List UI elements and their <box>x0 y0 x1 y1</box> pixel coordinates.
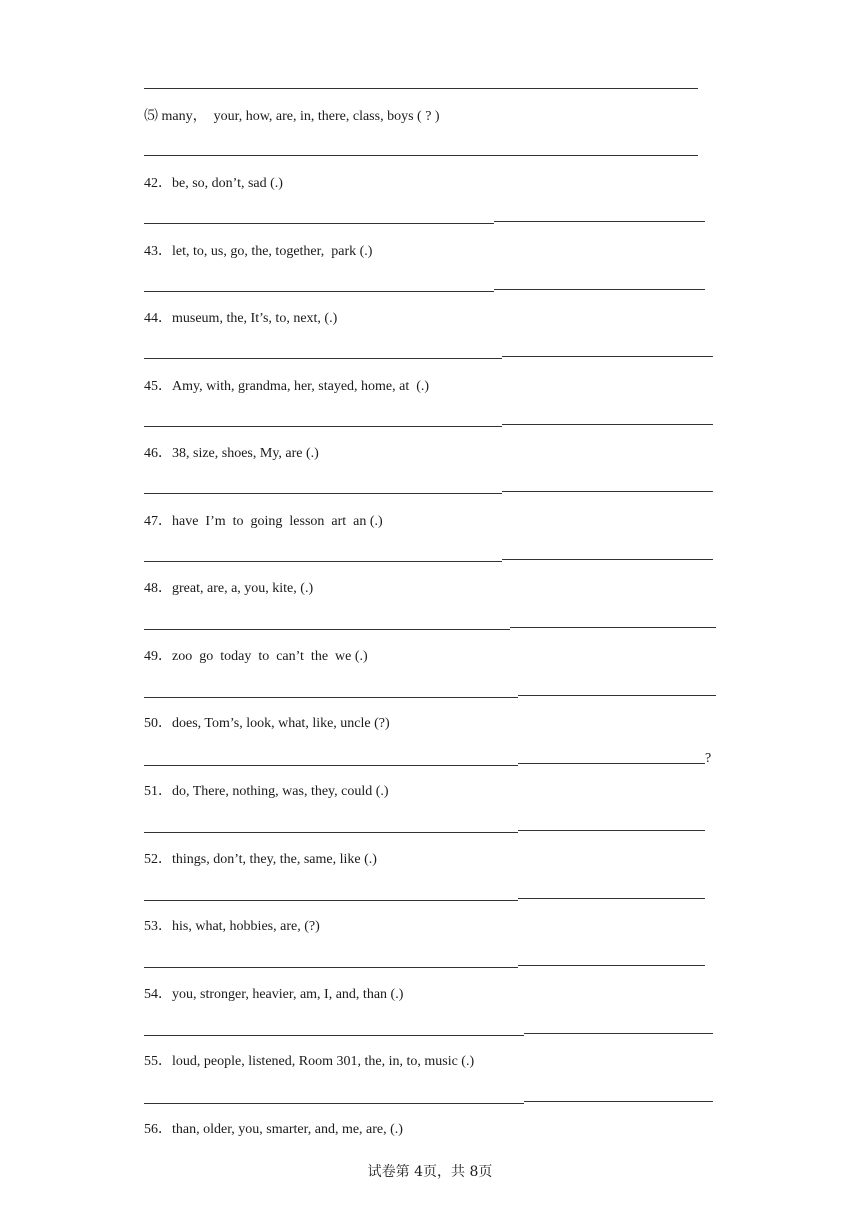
answer-line[interactable] <box>144 765 518 766</box>
answer-line[interactable] <box>144 493 502 494</box>
answer-line[interactable] <box>144 1035 524 1036</box>
answer-line[interactable] <box>518 898 705 899</box>
answer-line[interactable] <box>144 155 698 156</box>
question-52: 52．things, don’t, they, the, same, like (.) <box>144 852 377 867</box>
answer-line[interactable] <box>524 1101 713 1102</box>
answer-line[interactable] <box>144 561 502 562</box>
question-43: 43．let, to, us, go, the, together, park (.) <box>144 244 373 259</box>
question-51: 51．do, There, nothing, was, they, could (.) <box>144 784 389 799</box>
question-55: 55．loud, people, listened, Room 301, the, in, to, music (.) <box>144 1054 475 1069</box>
answer-line[interactable] <box>518 763 705 764</box>
question-48: 48．great, are, a, you, kite, (.) <box>144 581 314 596</box>
answer-line[interactable] <box>144 88 698 89</box>
answer-line[interactable] <box>524 1033 713 1034</box>
question-45: 45．Amy, with, grandma, her, stayed, home, at (.) <box>144 379 430 394</box>
question-49: 49．zoo go today to can’t the we (.) <box>144 649 368 664</box>
answer-line[interactable] <box>518 830 705 831</box>
question-50: 50．does, Tom’s, look, what, like, uncle (?) <box>144 716 390 731</box>
question-56: 56．than, older, you, smarter, and, me, are, (.) <box>144 1122 403 1137</box>
answer-line[interactable] <box>144 1103 524 1104</box>
answer-line[interactable] <box>502 559 713 560</box>
answer-line[interactable] <box>144 358 502 359</box>
answer-line[interactable] <box>144 426 502 427</box>
answer-line[interactable] <box>144 900 518 901</box>
question-44: 44．museum, the, It’s, to, next, (.) <box>144 311 338 326</box>
question-sub-5: ⑸ many， your, how, are, in, there, class, boys ( ? ) <box>144 109 440 124</box>
question-53: 53．his, what, hobbies, are, (?) <box>144 919 320 934</box>
question-54: 54．you, stronger, heavier, am, I, and, than (.) <box>144 987 404 1002</box>
answer-line[interactable] <box>144 291 494 292</box>
question-46: 46．38, size, shoes, My, are (.) <box>144 446 319 461</box>
answer-line[interactable] <box>502 356 713 357</box>
answer-line[interactable] <box>510 627 716 628</box>
answer-line[interactable] <box>144 629 510 630</box>
answer-line[interactable] <box>518 695 716 696</box>
question-47: 47．have I’m to going lesson art an (.) <box>144 514 383 529</box>
question-mark: ? <box>705 751 712 766</box>
answer-line[interactable] <box>502 491 713 492</box>
answer-line[interactable] <box>518 965 705 966</box>
answer-line[interactable] <box>144 223 494 224</box>
answer-line[interactable] <box>144 697 518 698</box>
answer-line[interactable] <box>494 221 705 222</box>
answer-line[interactable] <box>502 424 713 425</box>
answer-line[interactable] <box>494 289 705 290</box>
question-42: 42．be, so, don’t, sad (.) <box>144 176 283 191</box>
answer-line[interactable] <box>144 967 518 968</box>
page-footer: 试卷第 4页，共 8页 <box>367 1164 493 1180</box>
answer-line[interactable] <box>144 832 518 833</box>
